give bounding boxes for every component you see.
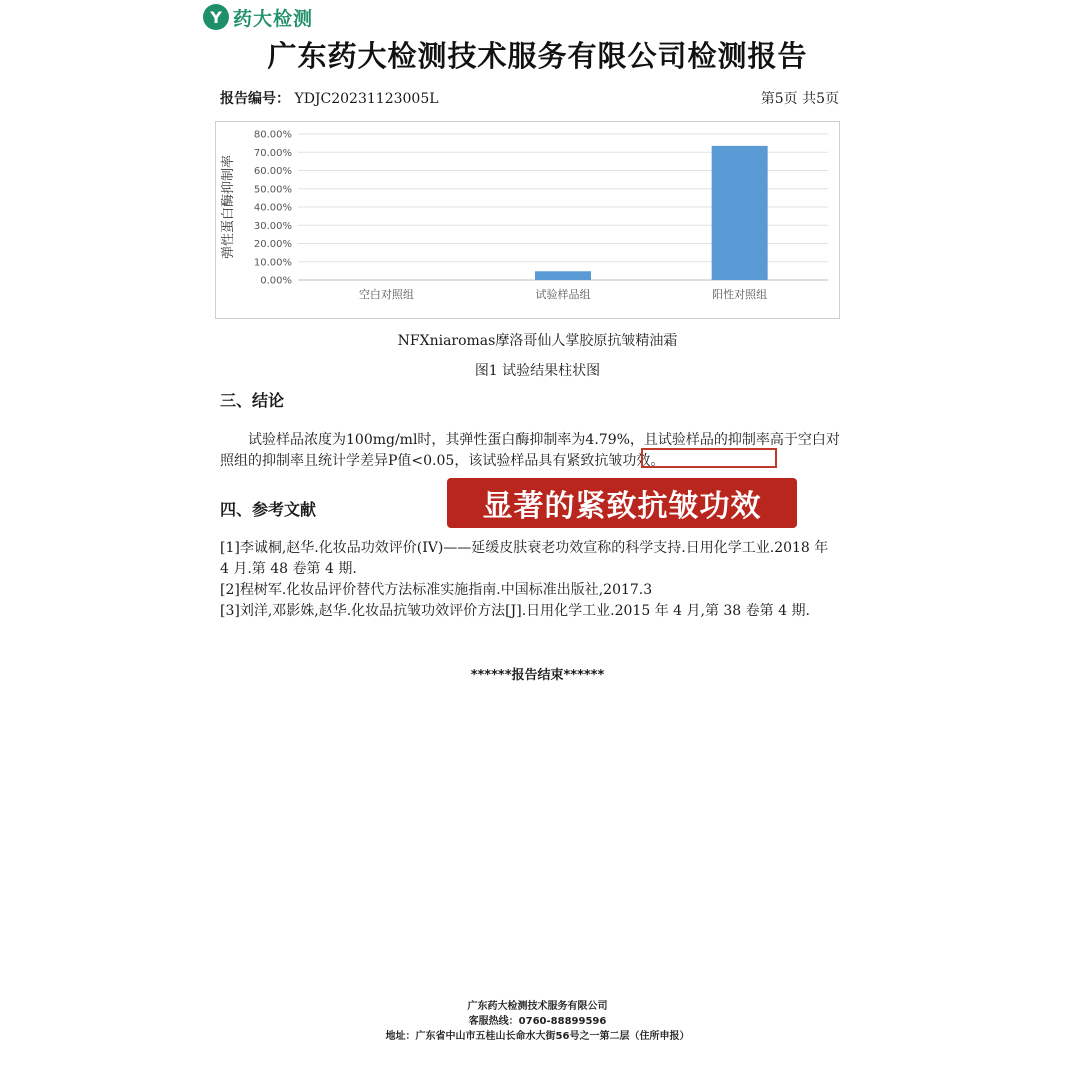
report-number-label: 报告编号： <box>220 91 290 107</box>
y-tick-label: 40.00% <box>253 202 292 214</box>
footer-company: 广东药大检测技术服务有限公司 <box>467 1001 608 1012</box>
x-category-label: 空白对照组 <box>358 288 414 301</box>
section-heading-conclusion: 三、结论 <box>220 391 285 410</box>
footer-address: 地址：广东省中山市五桂山长命水大街56号之一第二层（住所申报） <box>385 1031 690 1042</box>
section-heading-references: 四、参考文献 <box>220 500 317 519</box>
page-title: 广东药大检测技术服务有限公司检测报告 <box>267 39 808 73</box>
chart-svg <box>216 122 839 318</box>
company-logo <box>203 3 313 31</box>
reference-item: [2]程树军.化妆品评价替代方法标准实施指南.中国标准出版社,2017.3 <box>220 582 653 598</box>
footer-hotline: 客服热线：0760-88899596 <box>468 1016 607 1027</box>
y-tick-label: 20.00% <box>253 239 292 250</box>
y-tick-label: 60.00% <box>253 166 292 177</box>
report-number <box>220 88 439 108</box>
x-category-label: 阳性对照组 <box>712 288 768 301</box>
y-tick-label: 80.00% <box>253 129 292 141</box>
bar <box>712 146 768 280</box>
y-tick-label: 10.00% <box>253 257 292 269</box>
figure-caption: 图1 试验结果柱状图 <box>474 363 601 379</box>
x-category-label: 试验样品组 <box>535 288 591 301</box>
y-tick-label: 50.00% <box>253 184 292 196</box>
bar <box>535 271 591 280</box>
conclusion-text: 试验样品浓度为100mg/ml时，其弹性蛋白酶抑制率为4.79%，且试验样品的抑制率高于空白对照组的抑制率且统计学差异P值<0.05，该试验样品具有紧致抗皱功效。 <box>220 432 840 469</box>
y-tick-label: 0.00% <box>260 275 292 287</box>
report-number-value: YDJC20231123005L <box>294 91 439 107</box>
logo-text: 药大检测 <box>233 7 314 30</box>
chart-caption: NFXniaromas摩洛哥仙人掌胶原抗皱精油霜 <box>397 333 678 349</box>
logo-mark-icon: Y <box>203 4 229 30</box>
y-tick-label: 70.00% <box>253 147 292 159</box>
reference-item: [3]刘洋,邓影姝,赵华.化妆品抗皱功效评价方法[J].日用化学工业.2015 年 4 月,第 38 卷第 4 期. <box>220 603 810 619</box>
reference-item: [1]李诚桐,赵华.化妆品功效评价(IV)——延缓皮肤衰老功效宣称的科学支持.日用化学工业.2018 年 4 月.第 48 卷第 4 期. <box>220 540 829 577</box>
highlight-box <box>641 448 777 468</box>
page-info: 第5页 共5页 <box>760 91 839 107</box>
report-end: ******报告结束****** <box>470 668 605 683</box>
bar-chart <box>215 121 840 319</box>
y-axis-label: 弹性蛋白酶抑制率 <box>221 154 236 260</box>
y-tick-label: 30.00% <box>253 220 292 232</box>
highlight-badge: 显著的紧致抗皱功效 <box>447 478 797 528</box>
